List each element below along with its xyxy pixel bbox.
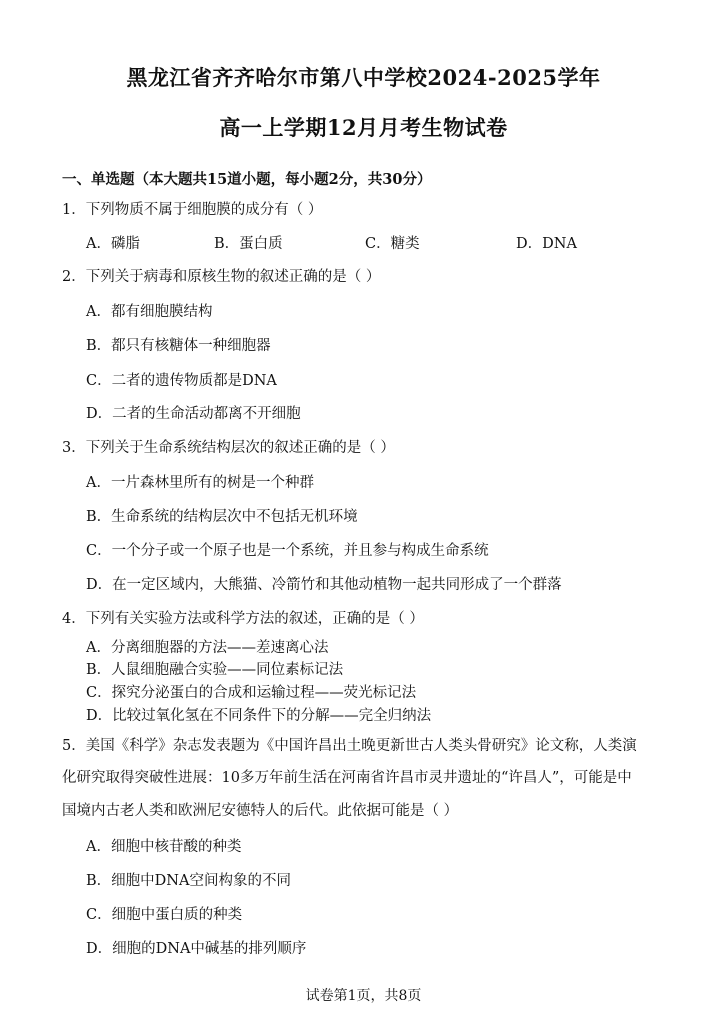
question-2-option-b: B．都只有核糖体一种细胞器 [86,338,271,354]
question-5-stem-line-2: 化研究取得突破性进展：10多万年前生活在河南省许昌市灵井遗址的“许昌人”，可能是中 [62,770,632,786]
question-4-option-a: A．分离细胞器的方法——差速离心法 [86,640,329,656]
question-5-option-a: A．细胞中核苷酸的种类 [86,839,242,855]
question-2-option-a: A．都有细胞膜结构 [86,304,213,320]
question-2-stem: 2．下列关于病毒和原核生物的叙述正确的是（ ） [62,269,381,285]
question-4-option-b: B．人鼠细胞融合实验——同位素标记法 [86,662,344,678]
question-5-option-b: B．细胞中DNA空间构象的不同 [86,873,291,889]
exam-title-line-1: 黑龙江省齐齐哈尔市第八中学校2024-2025学年 [126,65,601,90]
question-1-option-c: C．糖类 [365,236,420,252]
question-3-option-b: B．生命系统的结构层次中不包括无机环境 [86,509,358,525]
question-4-stem: 4．下列有关实验方法或科学方法的叙述，正确的是（ ） [62,611,424,627]
question-5-option-d: D．细胞的DNA中碱基的排列顺序 [86,941,307,957]
question-4-option-c: C．探究分泌蛋白的合成和运输过程——荧光标记法 [86,685,417,701]
question-2-option-d: D．二者的生命活动都离不开细胞 [86,406,301,422]
question-4-option-d: D．比较过氧化氢在不同条件下的分解——完全归纳法 [86,708,432,724]
question-3-option-d: D．在一定区域内，大熊猫、冷箭竹和其他动植物一起共同形成了一个群落 [86,577,562,593]
question-1-stem: 1．下列物质不属于细胞膜的成分有（ ） [62,202,323,218]
question-3-option-c: C．一个分子或一个原子也是一个系统，并且参与构成生命系统 [86,543,489,559]
question-2-option-c: C．二者的遗传物质都是DNA [86,373,277,389]
question-1-option-d: D．DNA [516,236,577,252]
section-heading: 一、单选题（本大题共15道小题，每小题2分，共30分） [62,171,432,188]
page-footer: 试卷第1页，共8页 [305,988,422,1004]
question-5-option-c: C．细胞中蛋白质的种类 [86,907,243,923]
question-3-option-a: A．一片森林里所有的树是一个种群 [86,475,314,491]
exam-title-line-2: 高一上学期12月月考生物试卷 [219,115,508,140]
question-1-option-b: B．蛋白质 [214,236,283,252]
question-5-stem-line-1: 5．美国《科学》杂志发表题为《中国许昌出土晚更新世古人类头骨研究》论文称，人类演 [62,738,637,754]
question-3-stem: 3．下列关于生命系统结构层次的叙述正确的是（ ） [62,440,395,456]
question-5-stem-line-3: 国境内古老人类和欧洲尼安德特人的后代。此依据可能是（ ） [62,803,459,819]
question-1-option-a: A．磷脂 [86,236,140,252]
